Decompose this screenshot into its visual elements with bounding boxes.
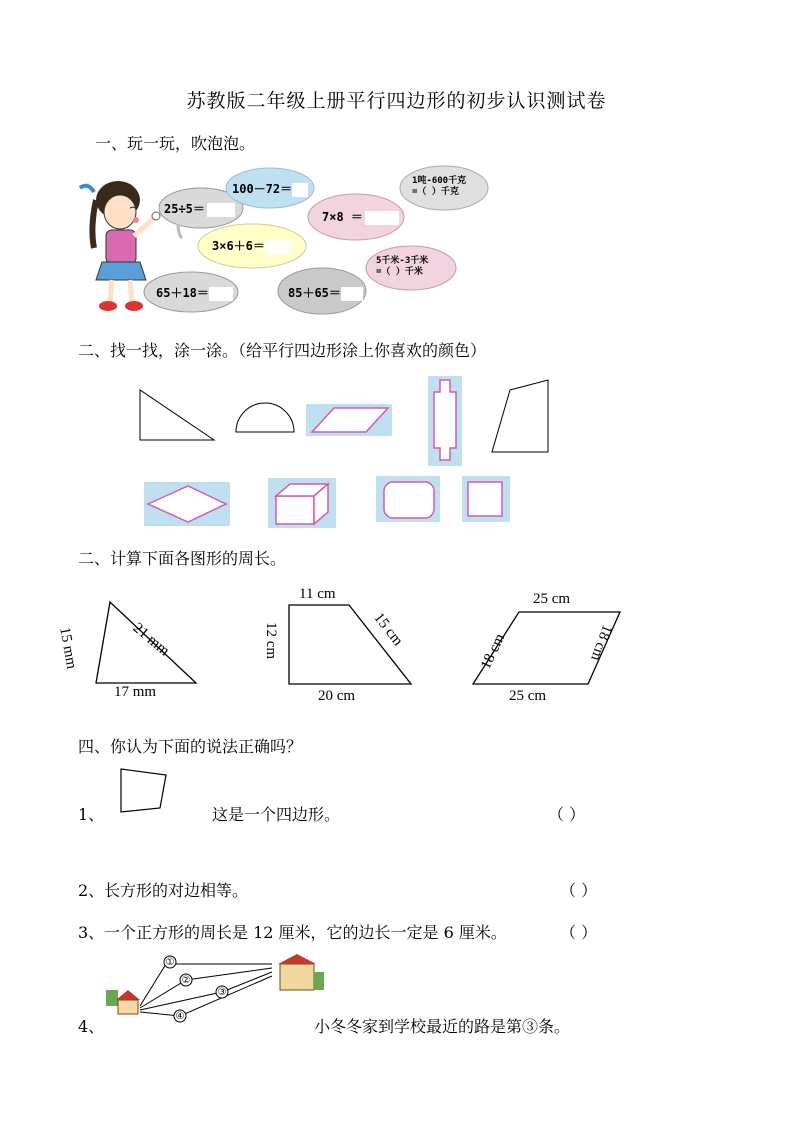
route-1-label: ① <box>165 957 175 968</box>
parallelogram-top-label: 25 cm <box>533 591 571 607</box>
square-shape <box>468 482 502 516</box>
trapezoid-left-label: 12 cm <box>263 622 279 660</box>
item1-answer-blank[interactable]: （ ） <box>548 805 586 824</box>
triangle-right-label: 21 mm <box>129 620 173 660</box>
parallelogram-bottom-label: 25 cm <box>509 688 547 704</box>
route-4-label: ④ <box>175 1011 185 1022</box>
item1-quadrilateral <box>118 766 172 816</box>
bubble-1-expr: 25÷5＝ <box>164 202 205 216</box>
bubble-3-line2: =（ ）千克 <box>412 187 459 197</box>
right-triangle-shape <box>140 390 214 440</box>
bubble-5 <box>196 222 308 270</box>
trapezoid-bottom-label: 20 cm <box>318 688 356 704</box>
bubble-3-line1: 1吨-600千克 <box>412 176 467 186</box>
bubble-7-expr: 65＋18＝ <box>156 286 209 300</box>
bubble-7 <box>142 270 240 314</box>
item2-answer-blank[interactable]: （ ） <box>560 881 598 900</box>
bubble-4 <box>306 192 406 242</box>
bubble-8 <box>276 266 368 316</box>
bubble-2-expr: 100－72＝ <box>232 182 293 196</box>
section2-heading: 二、找一找，涂一涂。（给平行四边形涂上你喜欢的颜色） <box>78 341 487 360</box>
rounded-rect-shape <box>384 482 434 518</box>
item4-number: 4、 <box>78 1017 105 1036</box>
bubble-8-expr: 85＋65＝ <box>288 286 341 300</box>
semicircle-shape <box>236 403 294 432</box>
bubble-4-expr: 7×8 ＝ <box>322 210 363 224</box>
bubble-2 <box>224 166 316 210</box>
item4-text: 小冬冬家到学校最近的路是第③条。 <box>314 1017 571 1036</box>
section4-heading: 四、你认为下面的说法正确吗？ <box>78 737 303 756</box>
item2-text: 长方形的对边相等。 <box>104 881 249 900</box>
item3-text: 一个正方形的周长是 12 厘米，它的边长一定是 6 厘米。 <box>104 923 507 942</box>
item1-text: 这是一个四边形。 <box>212 805 341 824</box>
route-3-label: ③ <box>217 987 227 998</box>
cuboid-shape <box>276 484 328 524</box>
bubble-6-line1: 5千米-3千米 <box>376 256 429 266</box>
section1-heading: 一、玩一玩，吹泡泡。 <box>95 134 256 153</box>
item2-number: 2、 <box>78 881 105 900</box>
triangle-left-label: 15 mm <box>56 626 80 671</box>
triangle-bottom-label: 17 mm <box>114 684 157 700</box>
item1-number: 1、 <box>78 805 105 824</box>
shapes-panel <box>0 370 793 530</box>
cross-shape <box>434 380 456 460</box>
item3-number: 3、 <box>78 923 105 942</box>
bubble-3 <box>398 164 490 212</box>
route-map-illustration <box>100 952 332 1024</box>
trapezoid-shape <box>492 380 548 452</box>
page-title: 苏教版二年级上册平行四边形的初步认识测试卷 <box>186 90 607 112</box>
bubble-5-expr: 3×6＋6＝ <box>212 239 265 253</box>
section3-heading: 二、计算下面各图形的周长。 <box>78 549 287 568</box>
bubble-6 <box>364 244 458 292</box>
route-2-label: ② <box>181 975 191 986</box>
trapezoid-right-label: 15 cm <box>370 610 406 650</box>
parallelogram-right-label: 18 cm <box>587 622 615 663</box>
trapezoid-top-label: 11 cm <box>299 586 336 602</box>
parallelogram-left-label: 18 cm <box>478 631 509 672</box>
bubble-6-line2: =（ ）千米 <box>376 267 423 277</box>
item3-answer-blank[interactable]: （ ） <box>560 923 598 942</box>
